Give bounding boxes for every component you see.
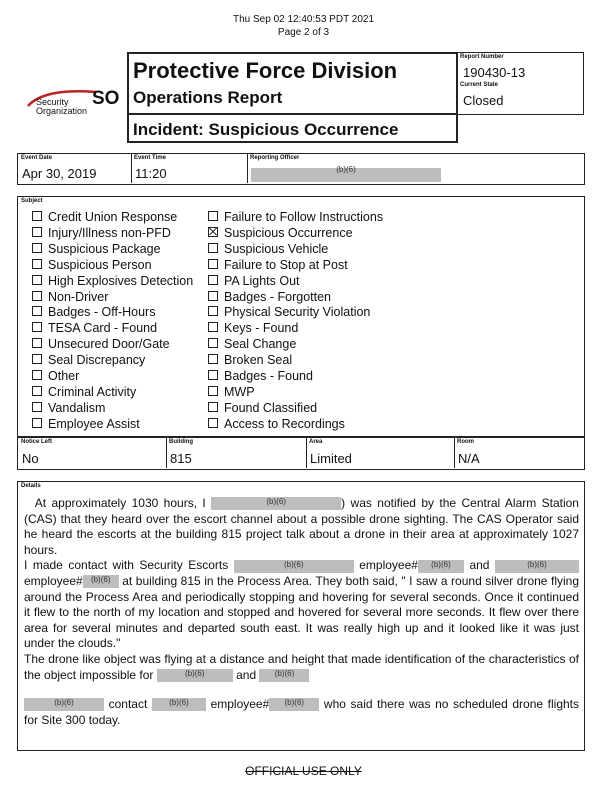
subject-box [17,196,585,437]
redaction: (b)(6) [24,698,104,711]
report-status-box [456,52,584,115]
subject-item-label: Badges - Forgotten [224,289,332,304]
redaction: (b)(6) [269,698,319,711]
subject-item [208,274,383,290]
reporting-officer-cell [247,154,577,183]
building-label: Building [169,439,193,445]
logo-text-security: Security [36,97,69,107]
subject-item [208,417,383,433]
checkbox[interactable] [32,322,42,332]
checkbox[interactable] [208,322,218,332]
redaction: (b)(6) [234,560,354,573]
details-label: Details [21,483,41,489]
subject-item-label: Suspicious Package [48,241,161,256]
report-number-label: Report Number [460,54,504,60]
subject-item [32,210,193,226]
subject-item [32,401,193,417]
subject-item-label: Suspicious Vehicle [224,241,329,256]
checkbox[interactable] [208,354,218,364]
checkbox[interactable] [32,386,42,396]
subject-item-label: Broken Seal [224,353,293,368]
subject-item-label: Seal Discrepancy [48,353,146,368]
subject-item-label: Non-Driver [48,289,109,304]
area-value: Limited [310,451,352,466]
checkbox[interactable] [32,243,42,253]
subject-item-label: Access to Recordings [224,416,345,431]
subject-item-label: Suspicious Occurrence [224,225,353,240]
subject-item-label: Keys - Found [224,321,299,336]
subject-item-label: Suspicious Person [48,257,152,272]
room-label: Room [457,439,474,445]
redaction: (b)(6) [418,560,464,573]
checkbox[interactable] [32,275,42,285]
report-title: Operations Report [133,88,283,107]
subject-item-label: Found Classified [224,400,318,415]
subject-item [208,242,383,258]
subject-item-label: Failure to Follow Instructions [224,210,384,224]
subject-item [32,290,193,306]
subject-item [208,321,383,337]
building-cell [166,438,307,468]
page-number: Page 2 of 3 [277,27,330,38]
redaction: (b)(6) [259,669,309,682]
event-date-value: Apr 30, 2019 [22,166,97,181]
checkbox[interactable] [32,211,42,221]
subject-item-label: Unsecured Door/Gate [48,337,170,352]
notice-value: No [22,451,39,466]
checkbox[interactable] [32,402,42,412]
checkbox[interactable] [208,338,218,348]
redaction-officer: (b)(6) [251,168,441,182]
subject-item-label: TESA Card - Found [48,321,158,336]
subject-item [208,226,383,242]
checkbox[interactable] [32,354,42,364]
redaction: (b)(6) [211,497,341,510]
subject-item [208,369,383,385]
subject-item-label: PA Lights Out [224,273,300,288]
subject-item [32,274,193,290]
subject-list-right [208,210,383,433]
details-paragraph: The drone like object was flying at a distance and height that made identification of the characteristics of the object impossible for (b)(6) and (b)(6) [24,651,579,682]
checkbox[interactable] [32,291,42,301]
subject-item [32,321,193,337]
room-cell [454,438,582,468]
reporting-officer-label: Reporting Officer [250,155,300,161]
checked-checkbox[interactable] [208,227,218,237]
subject-item [208,305,383,321]
details-text [24,496,579,728]
subject-item [32,369,193,385]
subject-list-left [32,210,193,433]
details-paragraph: I made contact with Security Escorts (b)(6) employee# (b)(6) and (b)(6) employee# (b)(6) at building 815 in the Process Area. They both said, " I saw a round silver drone flying around the Process Area and periodically stopping and hovering for several seconds. Once it continued it flew to the north of my location and stopped and hovered for several more seconds. It flew over there area for several minutes and departed south east. It was really high up and it looked like it was just under the clouds." [24,558,579,651]
logo-text-organization: Organization [36,106,88,116]
area-cell [306,438,455,468]
division-title: Protective Force Division [133,58,398,83]
redaction: (b)(6) [495,560,579,573]
checkbox[interactable] [208,370,218,380]
checkbox[interactable] [208,211,218,221]
title-box [127,52,458,115]
checkbox[interactable] [208,259,218,269]
subject-item [32,258,193,274]
subject-item [32,226,193,242]
redaction: (b)(6) [83,575,119,588]
event-time-value: 11:20 [135,166,167,181]
subject-item-label: Physical Security Violation [224,305,371,320]
notice-cell [18,438,167,468]
subject-item [32,305,193,321]
checkbox[interactable] [32,370,42,380]
footer-classification: OFFICIAL USE ONLY [245,764,362,778]
room-value: N/A [458,451,480,466]
subject-item-label: Seal Change [224,337,297,352]
event-time-cell [131,154,248,183]
redaction: (b)(6) [152,698,206,711]
subject-item-label: Employee Assist [48,416,140,431]
logo [24,84,124,120]
subject-item [208,401,383,417]
checkbox[interactable] [32,259,42,269]
checkbox[interactable] [32,338,42,348]
subject-item [32,385,193,401]
event-row [17,153,585,185]
details-paragraph: At approximately 1030 hours, I (b)(6) ) was notified by the Central Alarm Station (CAS) that they heard over the escort channel about a possible drone sighting. The CAS Operator said he heard the escorts at the building 815 project talk about a drone in their area at approximately 1027 hours. [24,496,579,557]
event-time-label: Event Time [134,155,166,161]
subject-item-label: Other [48,369,80,384]
current-state-value: Closed [463,93,504,108]
subject-item [208,210,383,226]
checkbox[interactable] [208,418,218,428]
event-date-cell [18,154,132,183]
checkbox[interactable] [32,418,42,428]
notice-label: Notice Left [21,439,53,445]
subject-item-label: Vandalism [48,400,106,415]
incident-box [127,113,458,143]
subject-item-label: Injury/Illness non-PFD [48,225,171,240]
subject-item [32,417,193,433]
checkbox[interactable] [208,291,218,301]
subject-item [208,290,383,306]
subject-label: Subject [21,198,43,204]
checkbox[interactable] [208,306,218,316]
location-row [17,437,585,470]
details-paragraph: (b)(6) contact (b)(6) employee# (b)(6) who said there was no scheduled drone flights for Site 300 today. [24,697,580,727]
subject-item [32,337,193,353]
checkbox[interactable] [208,275,218,285]
subject-item [208,385,383,401]
subject-item [208,258,383,274]
redaction: (b)(6) [157,669,233,682]
checkbox[interactable] [208,402,218,412]
print-timestamp: Thu Sep 02 12:40:53 PDT 2021 [232,14,375,25]
logo-mark: SO [92,88,120,109]
subject-item-label: Badges - Off-Hours [48,305,156,320]
subject-item-label: High Explosives Detection [48,273,194,288]
subject-item [32,242,193,258]
subject-item-label: Credit Union Response [48,210,178,224]
report-number-value: 190430-13 [463,65,526,80]
checkbox[interactable] [208,243,218,253]
subject-item-label: Failure to Stop at Post [224,257,348,272]
area-label: Area [309,439,323,445]
incident-title: Incident: Suspicious Occurrence [133,120,399,139]
subject-item-label: Badges - Found [224,369,313,384]
subject-item [208,337,383,353]
current-state-label: Current State [460,82,499,88]
subject-item-label: MWP [224,384,255,399]
checkbox[interactable] [208,386,218,396]
subject-item-label: Criminal Activity [48,384,137,399]
event-date-label: Event Date [21,155,53,161]
checkbox[interactable] [32,227,42,237]
subject-item [32,353,193,369]
building-value: 815 [170,451,192,466]
checkbox[interactable] [32,306,42,316]
subject-item [208,353,383,369]
details-box [17,481,585,751]
